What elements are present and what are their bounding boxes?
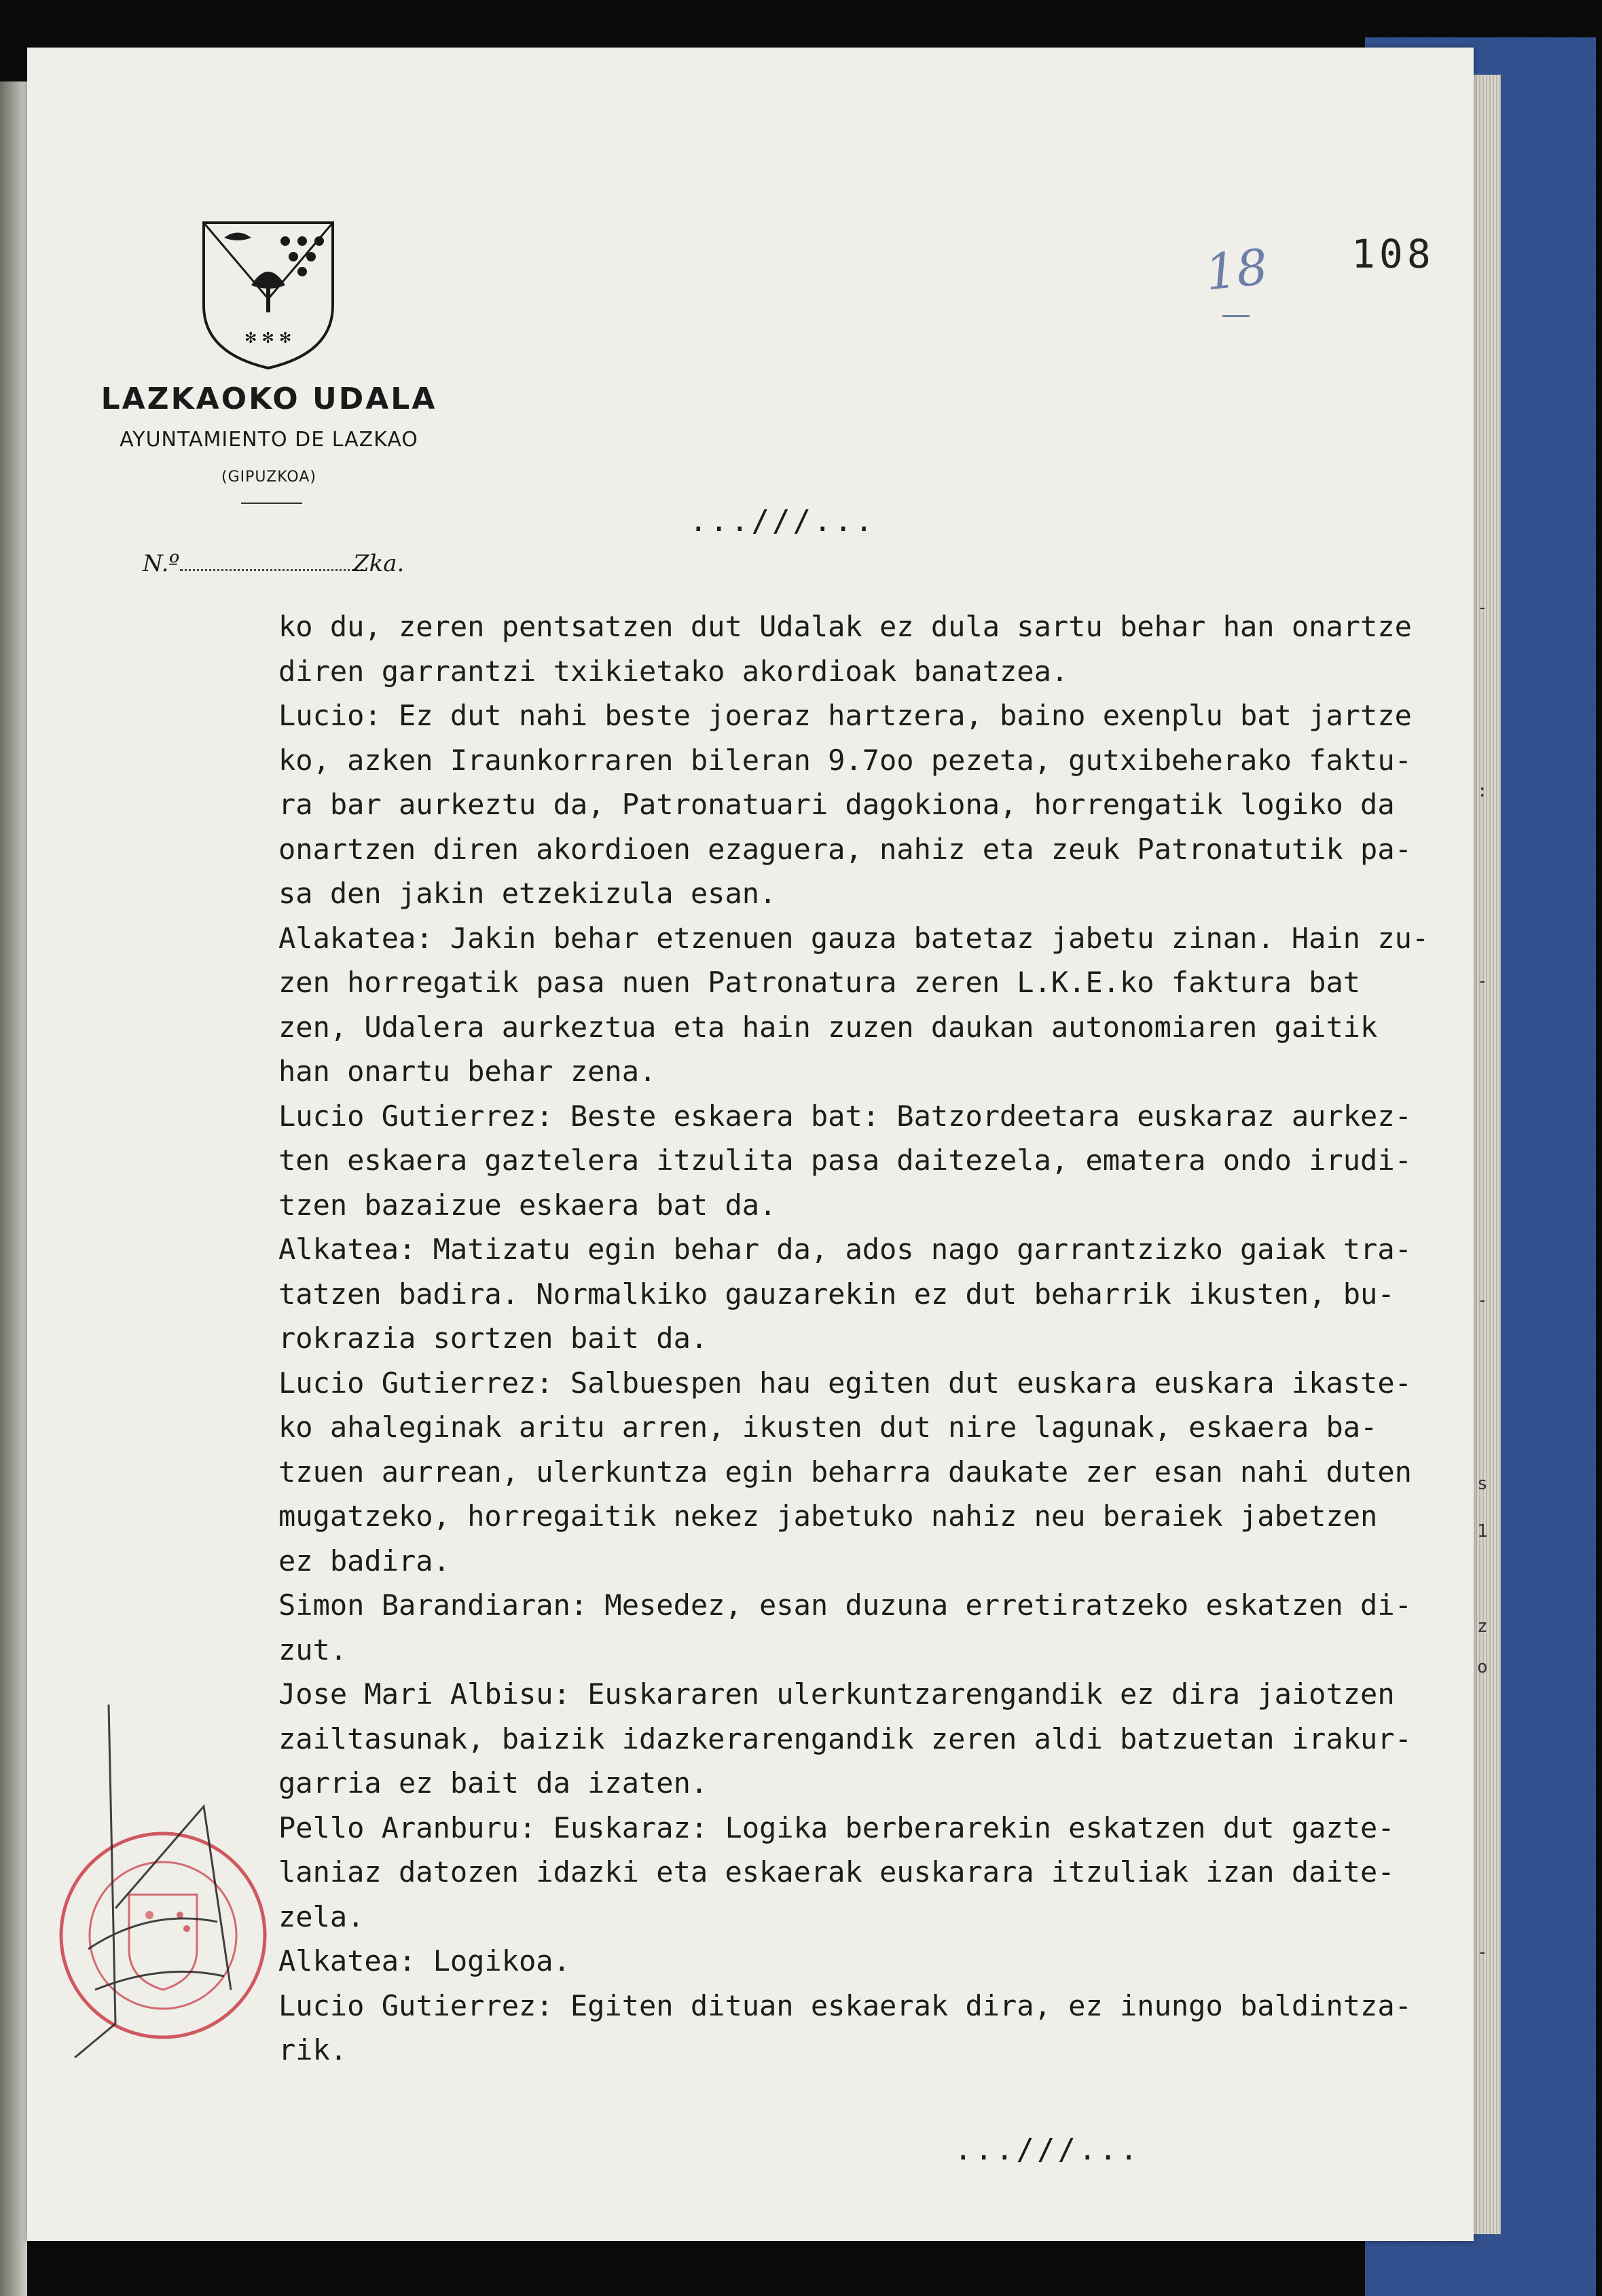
text-line: Jose Mari Albisu: Euskararen ulerkuntzarengandik ez dira jaiotzen — [278, 1677, 1395, 1711]
text-line: Lucio Gutierrez: Beste eskaera bat: Batzordeetara euskaraz aurkez- — [278, 1099, 1412, 1133]
reference-label: N.º — [143, 550, 180, 577]
text-line: zailtasunak, baizik idazkerarengandik zeren aldi batzuetan irakur- — [278, 1721, 1412, 1755]
text-line: tatzen badira. Normalkiko gauzarekin ez dut beharrik ikusten, bu- — [278, 1277, 1395, 1311]
text-line: laniaz datozen idazki eta eskaerak euskarara itzuliak izan daite- — [278, 1855, 1395, 1889]
text-line: sa den jakin etzekizula esan. — [278, 877, 777, 910]
organization-name: LAZKAOKO UDALA — [101, 382, 437, 416]
text-line: Alkatea: Logikoa. — [278, 1944, 570, 1978]
organization-subtitle: AYUNTAMIENTO DE LAZKAO — [120, 428, 418, 452]
text-line: ez badira. — [278, 1544, 450, 1578]
text-line: rokrazia sortzen bait da. — [278, 1322, 708, 1355]
text-line: ko ahaleginak aritu arren, ikusten dut nire lagunak, eskaera ba- — [278, 1410, 1378, 1444]
reference-field — [180, 569, 363, 571]
page-edge-marks: - : - - s 1 z o - — [1477, 598, 1488, 1963]
svg-text:✻ ✻ ✻: ✻ ✻ ✻ — [244, 330, 292, 347]
text-line: Lucio Gutierrez: Egiten dituan eskaerak dira, ez inungo baldintza- — [278, 1988, 1412, 2022]
text-line: zen, Udalera aurkeztua eta hain zuzen daukan autonomiaren gaitik — [278, 1010, 1378, 1044]
text-line: Lucio: Ez dut nahi beste joeraz hartzera, baino exenplu bat jartze — [278, 699, 1412, 732]
text-line: Simon Barandiaran: Mesedez, esan duzuna erretiratzeko eskatzen di- — [278, 1588, 1412, 1622]
reference-label-basque: Zka. — [353, 550, 405, 577]
text-line: mugatzeko, horregaitik nekez jabetuko nahiz neu beraiek jabetzen — [278, 1499, 1378, 1533]
text-line: tzuen aurrean, ulerkuntza egin beharra daukate zer esan nahi duten — [278, 1455, 1412, 1489]
text-line: zela. — [278, 1899, 365, 1933]
continuation-marker-top: ...///... — [689, 504, 876, 539]
text-line: diren garrantzi txikietako akordioak banatzea. — [278, 654, 1069, 688]
document-page — [27, 48, 1474, 2241]
handwritten-folio-number: 18 — [1202, 238, 1271, 302]
coat-of-arms-icon — [197, 217, 340, 373]
text-line: Pello Aranburu: Euskaraz: Logika berberarekin eskatzen dut gazte- — [278, 1810, 1395, 1844]
previous-page-edge — [0, 81, 27, 2296]
handwritten-signature — [68, 1705, 244, 2058]
handwritten-folio-underline — [1222, 315, 1250, 317]
text-line: han onartu behar zena. — [278, 1055, 657, 1088]
text-line: ko du, zeren pentsatzen dut Udalak ez dula sartu behar han onartze — [278, 610, 1412, 643]
text-line: tzen bazaizue eskaera bat da. — [278, 1188, 777, 1222]
text-line: ra bar aurkeztu da, Patronatuari dagokiona, horrengatik logiko da — [278, 788, 1395, 821]
organization-province: (GIPUZKOA) — [221, 469, 316, 486]
text-line: ko, azken Iraunkorraren bileran 9.7oo pezeta, gutxibeherako faktu- — [278, 743, 1412, 777]
text-line: zut. — [278, 1633, 348, 1666]
text-line: Alakatea: Jakin behar etzenuen gauza batetaz jabetu zinan. Hain zu- — [278, 921, 1430, 955]
typed-minutes-text — [278, 604, 1501, 2073]
header-divider — [241, 503, 302, 504]
text-line: rik. — [278, 2033, 348, 2066]
text-line: garria ez bait da izaten. — [278, 1766, 708, 1800]
text-line: Lucio Gutierrez: Salbuespen hau egiten dut euskara euskara ikaste- — [278, 1366, 1412, 1400]
text-line: ten eskaera gaztelera itzulita pasa daitezela, ematera ondo irudi- — [278, 1144, 1412, 1177]
continuation-marker-bottom: ...///... — [954, 2132, 1141, 2167]
text-line: zen horregatik pasa nuen Patronatura zeren L.K.E.ko faktura bat — [278, 966, 1361, 999]
stamped-page-number: 108 — [1351, 231, 1435, 277]
text-line: Alkatea: Matizatu egin behar da, ados nago garrantzizko gaiak tra- — [278, 1233, 1412, 1266]
text-line: onartzen diren akordioen ezaguera, nahiz eta zeuk Patronatutik pa- — [278, 832, 1412, 866]
